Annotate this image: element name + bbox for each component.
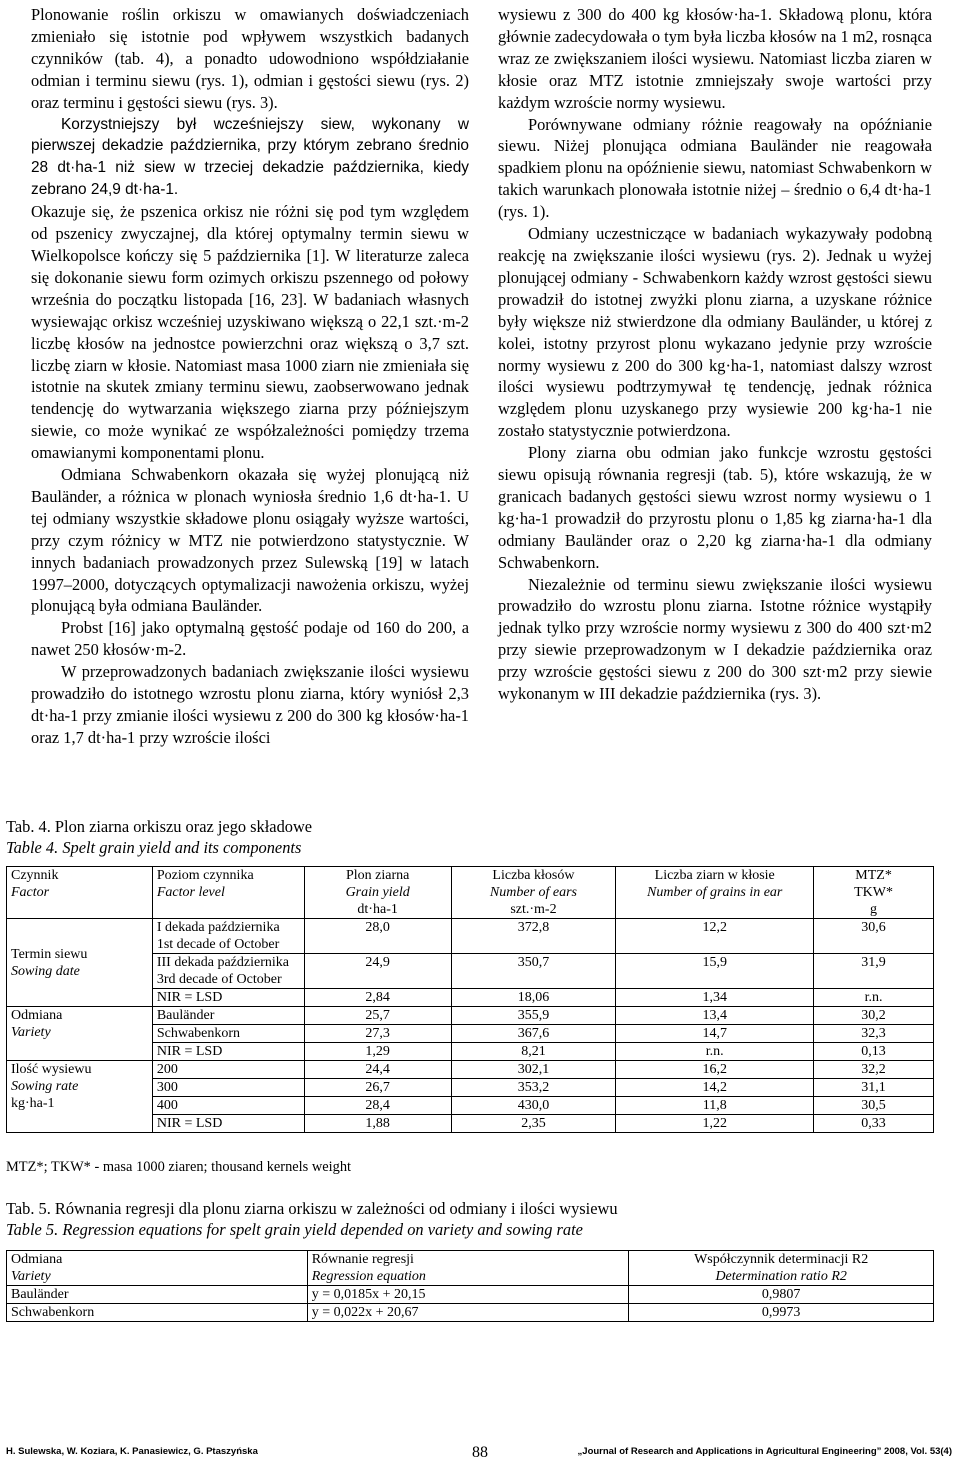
level-cell: I dekada października 1st decade of October [152, 919, 304, 954]
table-cell: r.n. [616, 1043, 814, 1061]
table-cell: 15,9 [616, 954, 814, 989]
table-cell: 2,84 [304, 989, 451, 1007]
right-column [498, 4, 932, 705]
header-cell: Poziom czynnika Factor level [152, 867, 304, 919]
header-cell: Liczba ziarn w kłosie Number of grains in ear [616, 867, 814, 919]
table-row [7, 1304, 934, 1322]
paragraph: Niezależnie od terminu siewu zwiększanie ilości wysiewu prowadziło do wzrostu plonu ziarna. Istotne różnice wystąpiły jednak tylko przy wzroście normy wysiewu z 300 do 400 szt·m2 przy siewie przeprowadzonym w I dekadzie października oraz przy wzroście gęstości siewu z 200 do 300 szt·m2 przy siewie wykonanym w III dekadzie października (rys. 3). [498, 574, 932, 704]
table-cell: 14,2 [616, 1079, 814, 1097]
paragraph: Probst [16] jako optymalną gęstość podaje od 160 do 200, a nawet 250 kłosów·m-2. [31, 618, 469, 660]
table-cell: 0,13 [814, 1043, 934, 1061]
table-cell: 18,06 [451, 989, 616, 1007]
level-cell: NIR = LSD [152, 1115, 304, 1133]
table-cell: r.n. [814, 989, 934, 1007]
table-cell: Schwabenkorn [7, 1304, 308, 1322]
table-cell: 28,0 [304, 919, 451, 954]
header-cell: MTZ* TKW* g [814, 867, 934, 919]
level-cell: Schwabenkorn [152, 1025, 304, 1043]
table-cell: 302,1 [451, 1061, 616, 1079]
table-cell: 0,9973 [629, 1304, 934, 1322]
table5-caption-pl: Tab. 5. Równania regresji dla plonu ziarna orkiszu w zależności od odmiany i ilości wysiewu [6, 1199, 618, 1218]
table-cell: 372,8 [451, 919, 616, 954]
table-row [7, 1007, 934, 1025]
table-cell: 11,8 [616, 1097, 814, 1115]
table-cell: 355,9 [451, 1007, 616, 1025]
header-cell: Plon ziarna Grain yield dt·ha-1 [304, 867, 451, 919]
table4 [6, 866, 934, 1133]
table-row [7, 1061, 934, 1079]
table-header-row [7, 1251, 934, 1286]
table-cell: 31,9 [814, 954, 934, 989]
table-cell: 32,3 [814, 1025, 934, 1043]
factor-cell: Ilość wysiewu Sowing rate kg·ha-1 [7, 1061, 153, 1133]
footer-authors: H. Sulewska, W. Koziara, K. Panasiewicz, G. Ptaszyńska [6, 1446, 258, 1457]
table-cell: 24,9 [304, 954, 451, 989]
paragraph: W przeprowadzonych badaniach zwiększanie ilości wysiewu prowadziło do istotnego wzrostu plonu ziarna, który wyniósł 2,3 dt·ha-1 przy zmianie ilości wysiewu z 200 do 300 kg kłosów·ha-1 oraz 1,7 dt·ha-1 przy wzroście ilości [31, 662, 469, 747]
table-cell: 30,6 [814, 919, 934, 954]
paragraph: Plony ziarna obu odmian jako funkcje wzrostu gęstości siewu opisują równania regresji (tab. 5), które wskazują, że w granicach badanych gęstości siewu wzrost normy wysiewu o 1 kg·ha-1 prowadził do przyrostu plonu o 1,85 kg ziarna·ha-1 dla odmiany Bauländer oraz o 2,20 kg ziarna·ha-1 dla odmiany Schwabenkorn. [498, 443, 932, 572]
table5-caption-en: Table 5. Regression equations for spelt grain yield depended on variety and sowing rate [6, 1220, 583, 1239]
header-cell: Czynnik Factor [7, 867, 153, 919]
table-cell: 430,0 [451, 1097, 616, 1115]
table-cell: 32,2 [814, 1061, 934, 1079]
level-cell: NIR = LSD [152, 1043, 304, 1061]
level-cell: 200 [152, 1061, 304, 1079]
table-cell: 1,22 [616, 1115, 814, 1133]
paragraph: Odmiana Schwabenkorn okazała się wyżej plonującą niż Bauländer, a różnica w plonach wyniosła średnio 1,6 dt·ha-1. U tej odmiany wszystkie składowe plonu osiągały wyższe wartości, przy czym różnicy w MTZ nie potwierdzono statystycznie. W innych badaniach prowadzonych przez Sulewską [19] w latach 1997–2000, dotyczących optymalizacji nawożenia orkiszu, wyżej plonującą była odmiana Bauländer. [31, 465, 469, 616]
table-cell: 28,4 [304, 1097, 451, 1115]
page-number: 88 [472, 1444, 488, 1461]
table-header-row [7, 867, 934, 919]
footer-journal: „Journal of Research and Applications in Agricultural Engineering” 2008, Vol. 53(4) [577, 1446, 952, 1457]
table-cell: 12,2 [616, 919, 814, 954]
table4-note: MTZ*; TKW* - masa 1000 ziaren; thousand kernels weight [6, 1159, 352, 1175]
table-row [7, 919, 934, 954]
header-cell: Liczba kłosów Number of ears szt.·m-2 [451, 867, 616, 919]
paragraph: Korzystniejszy był wcześniejszy siew, wykonany w pierwszej dekadzie października, przy którym zebrano średnio 28 dt·ha-1 niż siew w trzeciej dekadzie października, kiedy zebrano 24,9 dt·ha-1. [31, 115, 469, 199]
table-cell: 0,9807 [629, 1286, 934, 1304]
table-cell: 0,33 [814, 1115, 934, 1133]
table-cell: y = 0,022x + 20,67 [307, 1304, 629, 1322]
factor-cell: Odmiana Variety [7, 1007, 153, 1061]
table-cell: 25,7 [304, 1007, 451, 1025]
table-cell: 367,6 [451, 1025, 616, 1043]
table-cell: 31,1 [814, 1079, 934, 1097]
table-cell: Bauländer [7, 1286, 308, 1304]
table-cell: 27,3 [304, 1025, 451, 1043]
table-cell: 353,2 [451, 1079, 616, 1097]
factor-cell: Termin siewu Sowing date [7, 919, 153, 1007]
table-cell: 1,88 [304, 1115, 451, 1133]
table-cell: 30,2 [814, 1007, 934, 1025]
level-cell: 400 [152, 1097, 304, 1115]
table-cell: 14,7 [616, 1025, 814, 1043]
table-cell: 30,5 [814, 1097, 934, 1115]
level-cell: III dekada października 3rd decade of October [152, 954, 304, 989]
paragraph: Plonowanie roślin orkiszu w omawianych doświadczeniach zmieniało się istotnie pod wpływem wszystkich badanych czynników (tab. 4), a ponadto udowodniono współdziałanie odmian i terminu siewu (rys. 1), odmian i gęstości siewu (rys. 2) oraz terminu i gęstości siewu (rys. 3). [31, 5, 469, 112]
header-cell: Odmiana Variety [7, 1251, 308, 1286]
header-cell: Równanie regresji Regression equation [307, 1251, 629, 1286]
paragraph: Odmiany uczestniczące w badaniach wykazywały podobną reakcję na zwiększanie ilości wysiewu (rys. 2). Jednak u wyżej plonującej odmiany - Schwabenkorn każdy wzrost gęstości siewu prowadził do istotnej zwyżki plonu ziarna, a uzyskane różnice były większe niż stwierdzone dla odmiany Bauländer, u której z kolei, istotny przyrost plonu wykazano jedynie przy wzroście normy wysiewu z 200 do 300 kg·ha-1, natomiast dalszy wzrost ilości wysiewu podtrzymywał tę tendencję, jednak różnica względem plonu uzyskanego przy wysiewie 200 kg·ha-1 nie zostało statystycznie potwierdzona. [498, 224, 932, 441]
table-cell: 26,7 [304, 1079, 451, 1097]
header-cell: Współczynnik determinacji R2 Determination ratio R2 [629, 1251, 934, 1286]
table-cell: 24,4 [304, 1061, 451, 1079]
table-cell: 2,35 [451, 1115, 616, 1133]
table-cell: 350,7 [451, 954, 616, 989]
left-column [31, 4, 469, 749]
paragraph: wysiewu z 300 do 400 kg kłosów·ha-1. Składową plonu, która głównie zadecydowała o tym była liczba kłosów na 1 m2, rosnąca wraz ze zwiększaniem ilości wysiewu. Natomiast liczba ziaren w kłosie oraz MTZ istotnie zmniejszały swoje wartości przy każdym wzroście normy wysiewu. [498, 5, 932, 112]
table-cell: 13,4 [616, 1007, 814, 1025]
table5-caption [6, 1198, 618, 1240]
paragraph: Porównywane odmiany różnie reagowały na opóźnianie siewu. Niżej plonująca odmiana Bauländer nie reagowała spadkiem plonu na opóźnienie siewu, natomiast Schwabenkorn w takich warunkach plonowała istotnie niżej – średnio o 6,4 dt·ha-1 (rys. 1). [498, 114, 932, 222]
table4-caption-pl: Tab. 4. Plon ziarna orkiszu oraz jego składowe [6, 817, 313, 836]
table-cell: 1,34 [616, 989, 814, 1007]
table4-caption [6, 816, 312, 858]
level-cell: 300 [152, 1079, 304, 1097]
table-cell: y = 0,0185x + 20,15 [307, 1286, 629, 1304]
table4-caption-en: Table 4. Spelt grain yield and its components [6, 838, 302, 857]
table-cell: 1,29 [304, 1043, 451, 1061]
table-cell: 16,2 [616, 1061, 814, 1079]
table-cell: 8,21 [451, 1043, 616, 1061]
level-cell: Bauländer [152, 1007, 304, 1025]
level-cell: NIR = LSD [152, 989, 304, 1007]
table-row [7, 1286, 934, 1304]
table5 [6, 1250, 934, 1322]
paragraph: Okazuje się, że pszenica orkisz nie różni się pod tym względem od pszenicy zwyczajnej, dla której optymalny termin siewu w Wielkopolsce kończy się 5 października [1]. W literaturze zaleca się dokonanie siewu form ozimych orkiszu pszennego od połowy września do początku listopada [16, 23]. W badaniach własnych wysiewając orkisz wcześniej uzyskiwano większą o 22,1 szt.·m-2 liczbę kłosów na jednostce powierzchni oraz większą o 3,7 szt. liczbę ziarn w kłosie. Natomiast masa 1000 ziarn nie zmieniała się istotnie na skutek zmiany terminu siewu, zaobserwowano jednak tendencję do wytwarzania większego ziarna przy późniejszym siewie, co może wynikać ze współzależności pomiędzy trzema omawianymi komponentami plonu. [31, 202, 469, 463]
